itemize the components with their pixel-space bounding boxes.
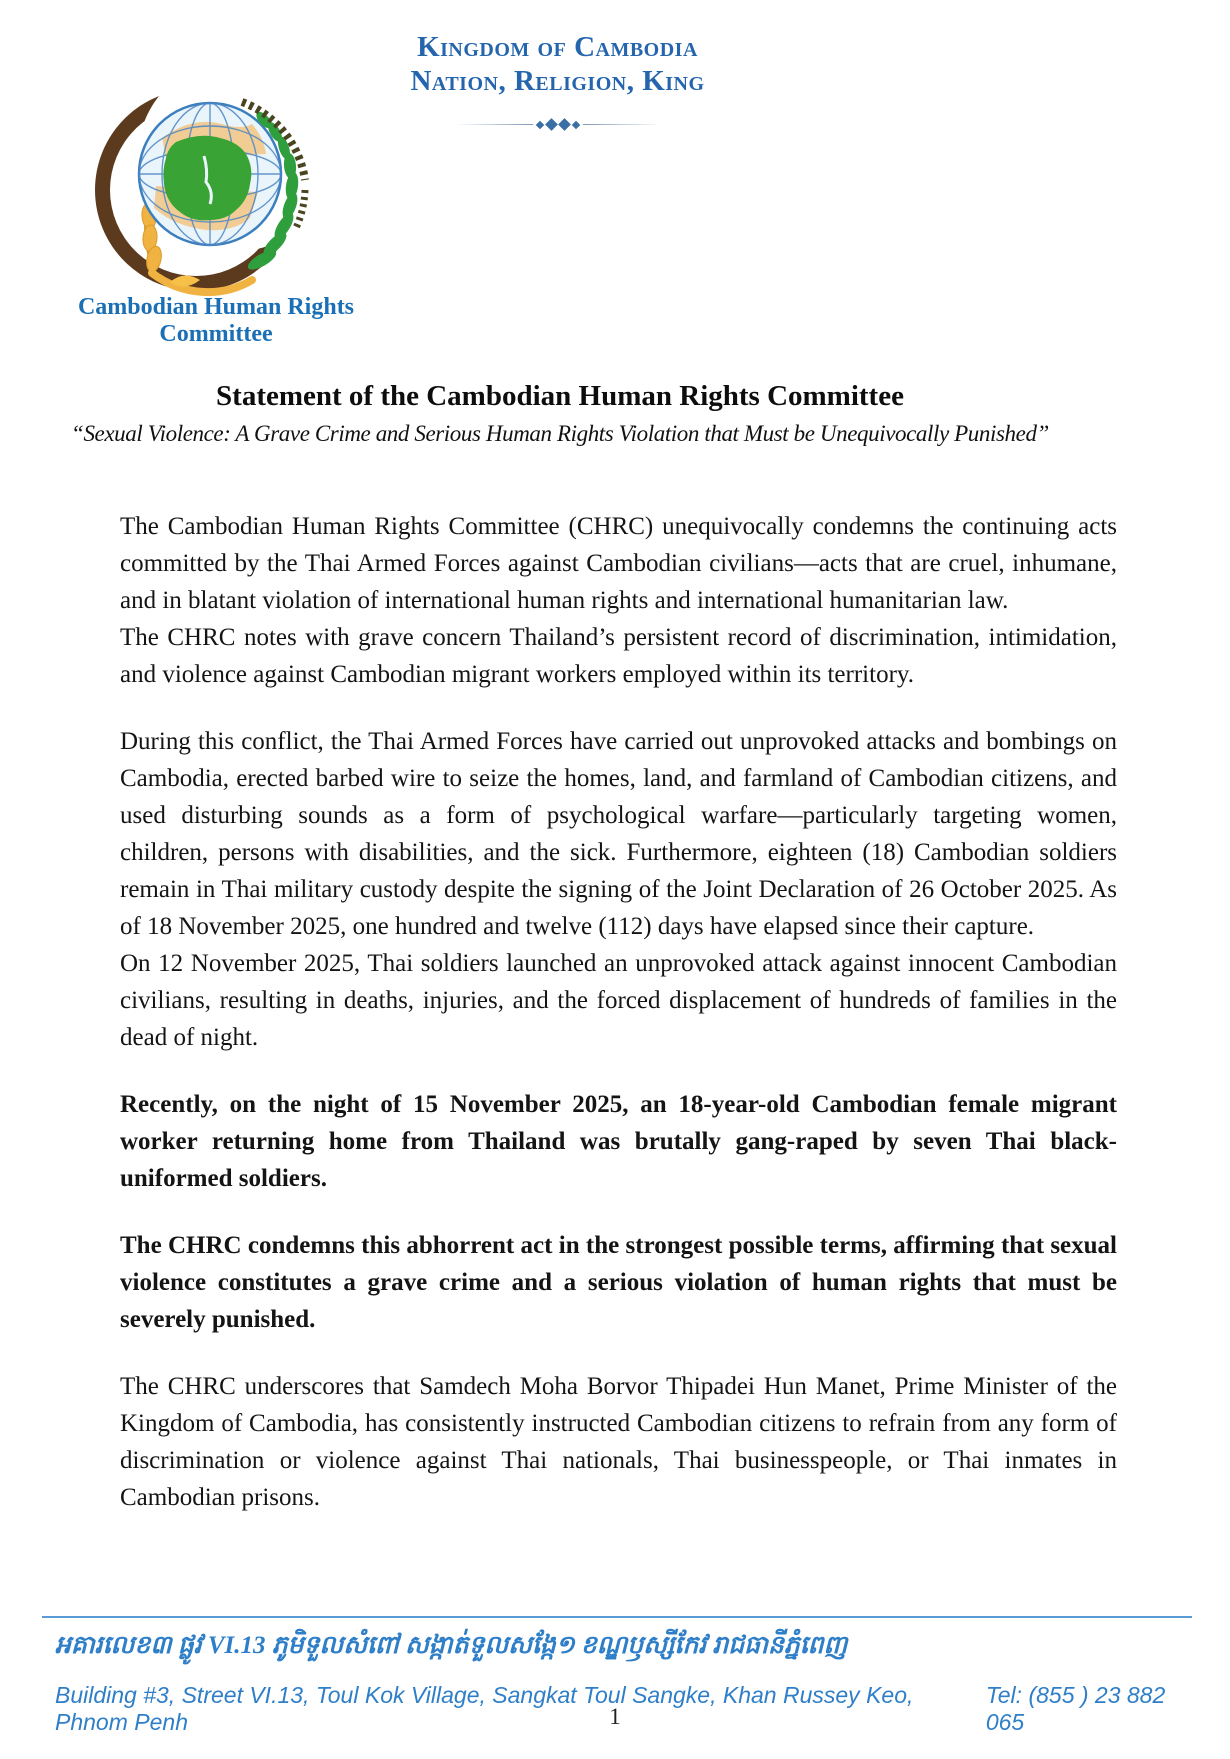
statement-body: [120, 508, 1117, 1516]
paragraph-emphasis: Recently, on the night of 15 November 2025, an 18-year-old Cambodian female migrant worker returning home from Thailand was brutally gang-raped by seven Thai black-uniformed soldiers.: [120, 1091, 1117, 1192]
paragraph: The CHRC underscores that Samdech Moha Borvor Thipadei Hun Manet, Prime Minister of the Kingdom of Cambodia, has consistently instructed Cambodian citizens to refrain from any form of discrimination or violence against Thai nationals, Thai businesspeople, or Thai inmates in Cambodian prisons.: [120, 1373, 1117, 1511]
ornament-diamond: [558, 118, 571, 131]
ornament-line-left: [455, 124, 533, 125]
footer-telephone: Tel: (855 ) 23 882 065: [985, 1682, 1166, 1735]
paragraph: The Cambodian Human Rights Committee (CHRC) unequivocally condemns the continuing acts committed by the Thai Armed Forces against Cambodian civilians—acts that are cruel, inhumane, and in blatant violation of international human rights and international humanitarian law.: [120, 513, 1117, 614]
ornament-diamond: [545, 118, 558, 131]
statement-title: Statement of the Cambodian Human Rights Committee: [216, 380, 904, 412]
footer-divider: [42, 1616, 1192, 1618]
organization-name: Cambodian Human Rights Committee: [77, 294, 355, 347]
paragraph: On 12 November 2025, Thai soldiers launched an unprovoked attack against innocent Cambodian civilians, resulting in deaths, injuries, and the forced displacement of hundreds of families in the dead of night.: [120, 950, 1117, 1051]
footer-address-khmer: អគារលេខ៣ ផ្លូវ VI.13 ភូមិទួលសំពៅ សង្កាត់ទួលសង្កែ១ ខណ្ឌឫស្សីកែវ រាជធានីភ្នំពេញ: [55, 1632, 848, 1659]
ornament-diamond: [571, 120, 579, 128]
statement-title-block: [71, 380, 1049, 447]
chrc-emblem-logo: [92, 68, 318, 304]
ornament-line-right: [583, 124, 661, 125]
national-motto: Nation, Religion, King: [410, 65, 705, 98]
kingdom-title: Kingdom of Cambodia: [417, 31, 698, 63]
ornament-diamond: [535, 120, 543, 128]
paragraph-emphasis: The CHRC condemns this abhorrent act in the strongest possible terms, affirming that sexual violence constitutes a grave crime and a serious violation of human rights that must be severely punished.: [120, 1232, 1117, 1333]
footer-address-english: Building #3, Street VI.13, Toul Kok Village, Sangkat Toul Sangke, Khan Russey Keo, Phnom Penh: [55, 1682, 914, 1735]
page-number: 1: [609, 1704, 621, 1729]
statement-subtitle: “Sexual Violence: A Grave Crime and Serious Human Rights Violation that Must be Unequivocally Punished”: [71, 421, 1049, 446]
paragraph: During this conflict, the Thai Armed Forces have carried out unprovoked attacks and bombings on Cambodia, erected barbed wire to seize the homes, land, and farmland of Cambodian citizens, and used disturbing sounds as a form of psychological warfare—particularly targeting women, children, persons with disabilities, and the sick. Furthermore, eighteen (18) Cambodian soldiers remain in Thai military custody despite the signing of the Joint Declaration of 26 October 2025. As of 18 November 2025, one hundred and twelve (112) days have elapsed since their capture.: [120, 728, 1117, 940]
chrc-emblem-icon: [92, 68, 318, 304]
paragraph: The CHRC notes with grave concern Thailand’s persistent record of discrimination, intimidation, and violence against Cambodian migrant workers employed within its territory.: [120, 624, 1117, 688]
